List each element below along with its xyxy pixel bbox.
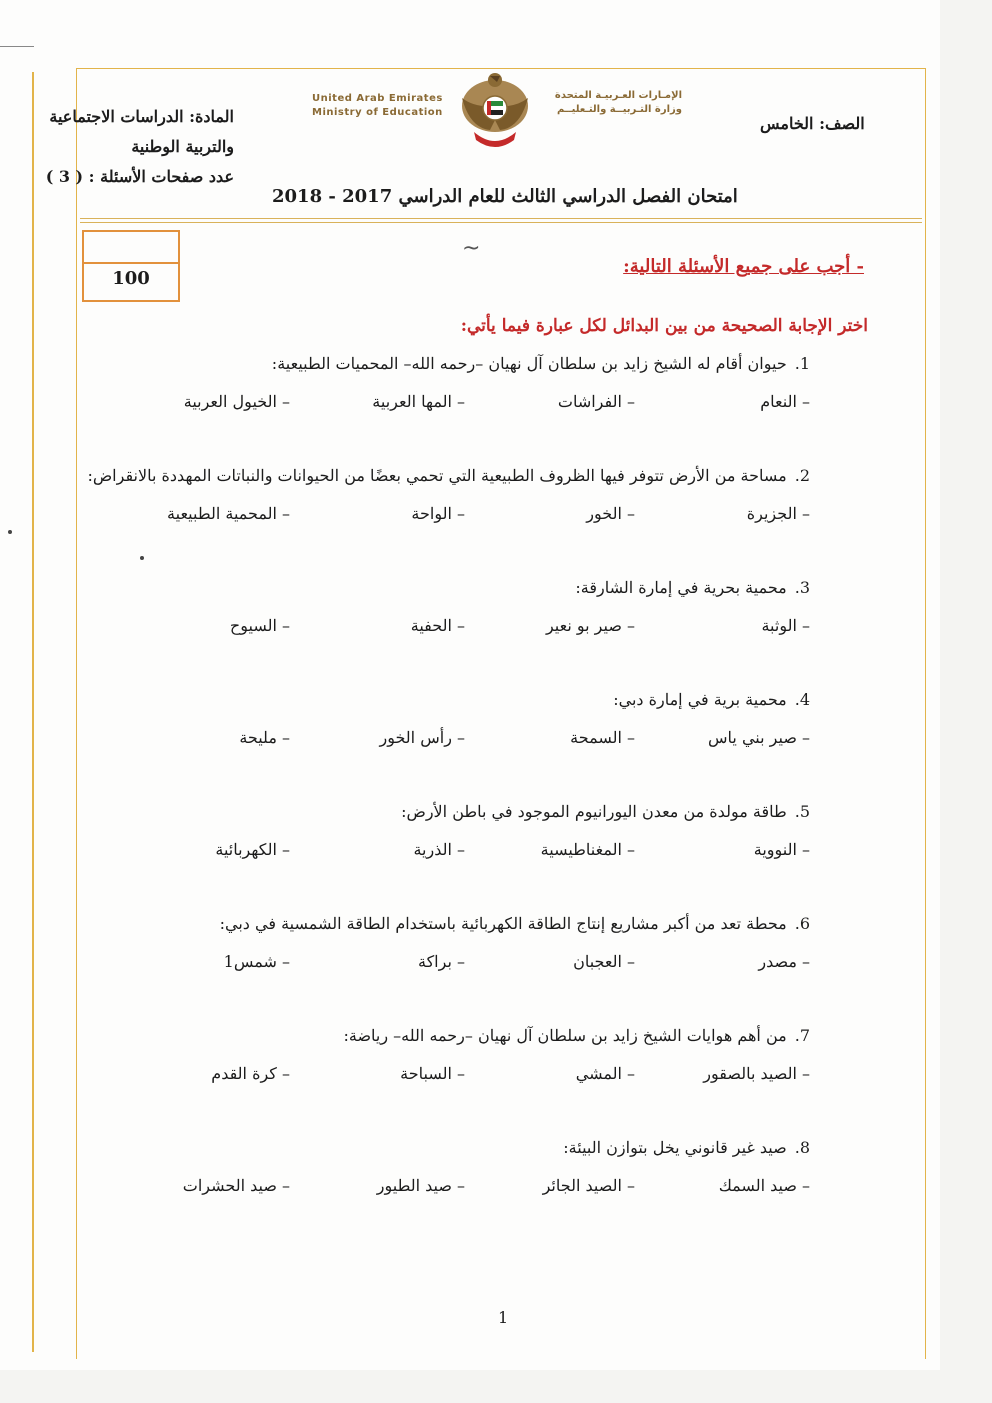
question-text: محمية برية في إمارة دبي: [613, 690, 787, 709]
option[interactable]: – المشي [575, 1064, 635, 1083]
option[interactable]: – صير بو نعير [545, 616, 635, 635]
page-number: 1 [498, 1308, 509, 1327]
header-divider [80, 222, 922, 223]
options-2 [167, 504, 810, 528]
question-text: محمية بحرية في إمارة الشارقة: [575, 578, 787, 597]
question-number: 3. [794, 578, 810, 597]
option[interactable]: – النووية [753, 840, 810, 859]
options-1 [180, 392, 810, 416]
question-4 [613, 690, 810, 709]
question-text: مساحة من الأرض تتوفر فيها الظروف الطبيعية التي تحمي بعضًا من الحيوانات والنباتات المهددة بالانقراض: [87, 466, 787, 485]
ministry-name-ar [546, 89, 682, 117]
options-5 [180, 840, 810, 864]
subject-block [46, 102, 234, 192]
question-number: 8. [794, 1138, 810, 1157]
option[interactable]: – صيد الطيور [376, 1176, 465, 1195]
question-text: طاقة مولدة من معدن اليورانيوم الموجود في باطن الأرض: [401, 802, 787, 821]
option[interactable]: – مليحة [239, 728, 290, 747]
option[interactable]: – النعام [760, 392, 810, 411]
question-number: 4. [794, 690, 810, 709]
question-text: من أهم هوايات الشيخ زايد بن سلطان آل نهيان –رحمه الله– رياضة: [343, 1026, 787, 1045]
option[interactable]: – السباحة [400, 1064, 465, 1083]
score-box [82, 230, 180, 302]
option[interactable]: – المحمية الطبيعية [167, 504, 290, 523]
option[interactable]: – السيوح [229, 616, 290, 635]
pages-count: عدد صفحات الأسئلة : ( 3 ) [45, 167, 234, 186]
question-number: 5. [794, 802, 810, 821]
score-total: 100 [112, 268, 150, 289]
question-3 [575, 578, 810, 597]
option[interactable]: – كرة القدم [211, 1064, 290, 1083]
option[interactable]: – الحفية [410, 616, 465, 635]
question-number: 6. [794, 914, 810, 933]
question-7 [343, 1026, 810, 1045]
question-text: حيوان أقام له الشيخ زايد بن سلطان آل نهيان –رحمه الله– المحميات الطبيعية: [271, 354, 787, 373]
question-number: 1. [794, 354, 810, 373]
ministry-ar-line1: الإمـارات العـربيـة المتحدة [554, 90, 682, 101]
option[interactable]: – صيد السمك [718, 1176, 810, 1195]
header-divider [80, 218, 922, 219]
option[interactable]: – الوثبة [761, 616, 810, 635]
subject-line2: والتربية الوطنية [131, 137, 234, 156]
option[interactable]: – الصيد بالصقور [703, 1064, 810, 1083]
scan-speck [8, 530, 12, 534]
ministry-ar-line2: وزارة التـربيــة والتـعليــم [556, 104, 682, 115]
question-number: 7. [794, 1026, 810, 1045]
option[interactable]: – الجزيرة [746, 504, 810, 523]
question-2 [87, 466, 810, 485]
options-7 [180, 1064, 810, 1088]
ministry-name-en [312, 92, 443, 120]
margin-line [32, 72, 34, 1352]
options-3 [180, 616, 810, 640]
question-number: 2. [794, 466, 810, 485]
question-text: صيد غير قانوني يخل بتوازن البيئة: [563, 1138, 787, 1157]
question-text: محطة تعد من أكبر مشاريع إنتاج الطاقة الكهربائية باستخدام الطاقة الشمسية في دبي: [219, 914, 787, 933]
option[interactable]: – الخور [586, 504, 635, 523]
uae-emblem-icon [460, 68, 530, 152]
options-8 [180, 1176, 810, 1200]
ministry-en-line2: Ministry of Education [312, 107, 443, 118]
option[interactable]: – المغناطيسية [540, 840, 635, 859]
scan-speck [140, 556, 144, 560]
option[interactable]: – العجبان [573, 952, 635, 971]
question-1 [272, 354, 810, 373]
subject-line1: المادة: الدراسات الاجتماعية [49, 107, 234, 126]
option[interactable]: – الصيد الجائر [542, 1176, 635, 1195]
option[interactable]: – السمحة [570, 728, 635, 747]
option[interactable]: – رأس الخور [379, 728, 465, 747]
option[interactable]: – شمس1 [223, 952, 290, 971]
option[interactable]: – الذرية [413, 840, 465, 859]
grade-label: الصف: الخامس [760, 114, 865, 133]
scan-edge-mark [0, 46, 34, 47]
option[interactable]: – الواحة [411, 504, 465, 523]
option[interactable]: – صير بني ياس [708, 728, 810, 747]
question-8 [563, 1138, 810, 1157]
option[interactable]: – مصدر [758, 952, 810, 971]
choose-instruction: اختر الإجابة الصحيحة من بين البدائل لكل عبارة فيما يأتي: [460, 316, 868, 336]
option[interactable]: – براكة [417, 952, 465, 971]
option[interactable]: – الكهربائية [215, 840, 290, 859]
main-instruction: - أجب على جميع الأسئلة التالية: [623, 256, 864, 277]
question-5 [401, 802, 810, 821]
options-6 [180, 952, 810, 976]
options-4 [180, 728, 810, 752]
option[interactable]: – الخيول العربية [183, 392, 290, 411]
handwritten-mark: ~ [462, 236, 481, 261]
exam-title: امتحان الفصل الدراسي الثالث للعام الدراسي 2017 - 2018 [272, 186, 738, 207]
score-divider [84, 262, 178, 264]
question-6 [220, 914, 810, 933]
option[interactable]: – المها العربية [372, 392, 465, 411]
option[interactable]: – الفراشات [557, 392, 635, 411]
ministry-en-line1: United Arab Emirates [312, 93, 443, 104]
option[interactable]: – صيد الحشرات [182, 1176, 290, 1195]
